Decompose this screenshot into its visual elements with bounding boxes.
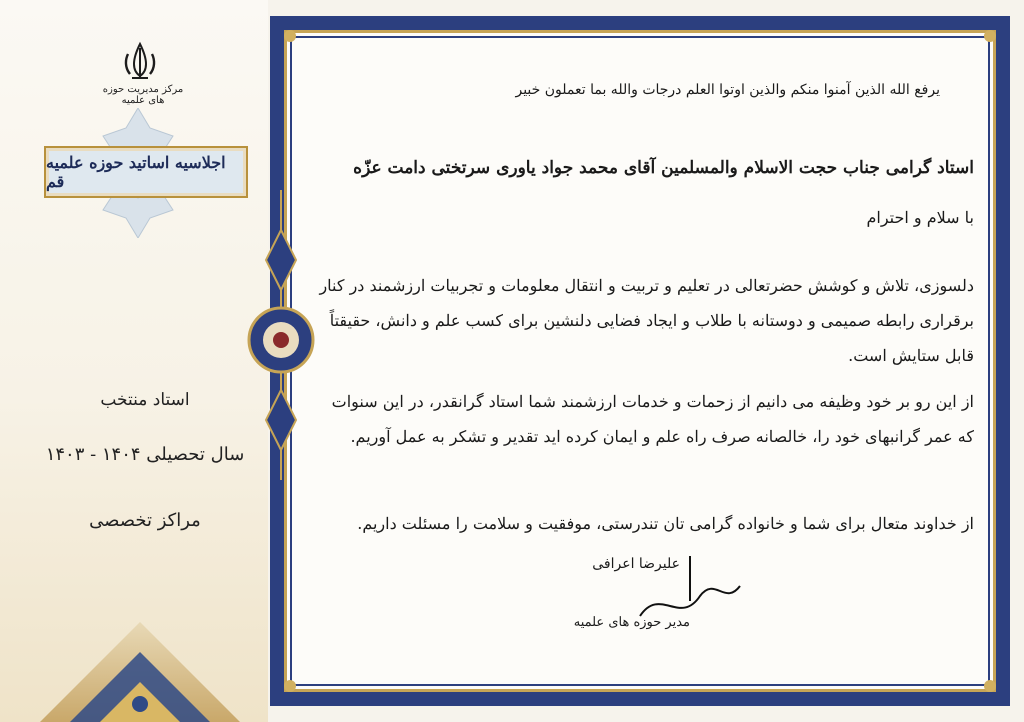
org-name: مرکز مدیریت حوزه های علمیه [102, 84, 184, 106]
division-label: مراکز تخصصی [89, 510, 201, 531]
certificate-content [300, 30, 980, 670]
signer-title: مدیر حوزه های علمیه [573, 615, 690, 630]
handwritten-signature [630, 546, 750, 636]
award-label: استاد منتخب [100, 390, 190, 410]
iran-emblem-icon [118, 40, 162, 84]
recipient-salutation: استاد گرامی جناب حجت الاسلام والمسلمین آقای محمد جواد یاوری سرتختی دامت عزّه [353, 158, 974, 178]
event-title-plaque [44, 146, 248, 198]
signer-name: علیرضا اعرافی [592, 556, 680, 572]
corner-ornament [0, 582, 268, 722]
academic-year: سال تحصیلی ۱۴۰۴ - ۱۴۰۳ [45, 444, 245, 465]
body-paragraph-2: از این رو بر خود وظیفه می دانیم از زحمات و خدمات ارزشمند شما استاد گرانقدر، در این سنوات که عمر گرانبهای خود را، خالصانه صرف راه علم و ایمان کرده اید تقدیر و تشکر به عمل آوریم. [331, 392, 974, 446]
greeting: با سلام و احترام [866, 208, 974, 227]
event-title: اجلاسیه اساتید حوزه علمیه قم [46, 153, 226, 191]
left-panel [0, 0, 268, 722]
body-paragraph-3: از خداوند متعال برای شما و خانواده گرامی تان تندرستی، موفقیت و سلامت را مسئلت داریم. [357, 514, 974, 533]
body-paragraph-1: دلسوزی، تلاش و کوشش حضرتعالی در تعلیم و تربیت و انتقال معلومات و تجربیات ارزشمند در کنار برقراری رابطه صمیمی و دوستانه با طلاب و ایجاد فضایی دلنشین برای کسب علم و دانش، حقیقتاً قابل ستایش است. [319, 276, 974, 365]
quran-verse: یرفع الله الذین آمنوا منکم والذین اوتوا العلم درجات والله بما تعملون خبیر [515, 82, 940, 98]
